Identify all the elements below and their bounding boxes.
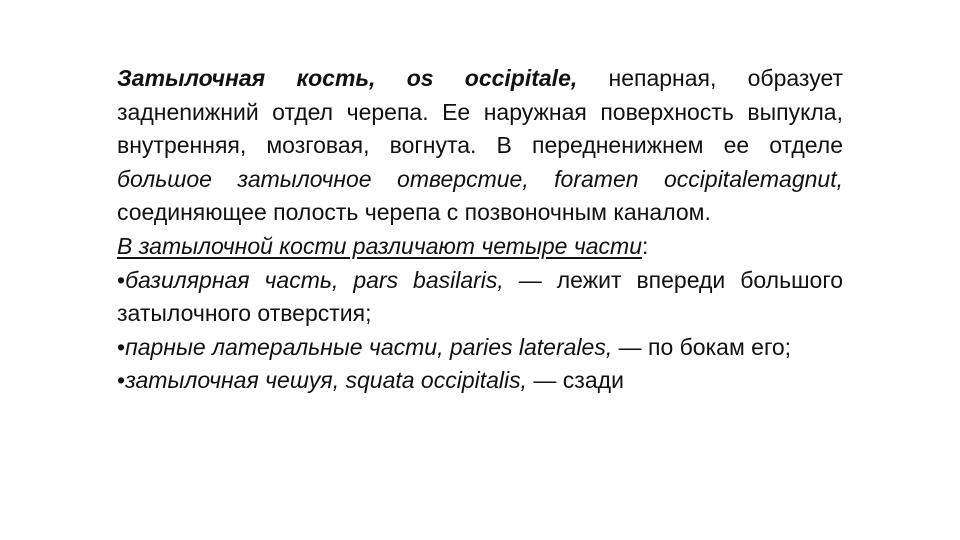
intro-paragraph <box>117 62 843 230</box>
part-desc: — лежит впереди большого затылочного отверстия; <box>117 266 844 327</box>
text-block <box>117 62 843 398</box>
bullet: • <box>117 266 126 293</box>
list-item <box>117 364 843 398</box>
bullet: • <box>117 367 126 394</box>
part-desc: — по бокам его; <box>612 333 792 360</box>
part-term: затылочная чешуя, squata occipitalis, <box>125 367 528 394</box>
foramen-term: большое затылочное отверстие, foramen occipitalemagnut, <box>117 165 843 192</box>
list-item <box>117 331 843 365</box>
bullet: • <box>117 333 126 360</box>
part-desc: — сзади <box>527 367 624 394</box>
list-item <box>117 264 843 331</box>
part-term: парные латеральные части, paries laterales, <box>125 333 613 360</box>
parts-heading-text: В затылочной кости различают четыре части <box>117 232 643 259</box>
parts-heading-colon: : <box>642 232 649 259</box>
part-term: базилярная часть, pars basilaris, <box>125 266 504 293</box>
intro-text-1: непарная, образует заднenижний отдел черепа. Ее наружная поверхность выпукла, внутренняя, мозговая, вогнута. В передненижнем ее отделе <box>117 65 844 159</box>
parts-heading <box>117 230 843 264</box>
intro-text-2: соединяющее полость черепа с позвоночным каналом. <box>117 199 711 226</box>
intro-term: Затылочная кость, os occipitale, <box>117 65 578 91</box>
